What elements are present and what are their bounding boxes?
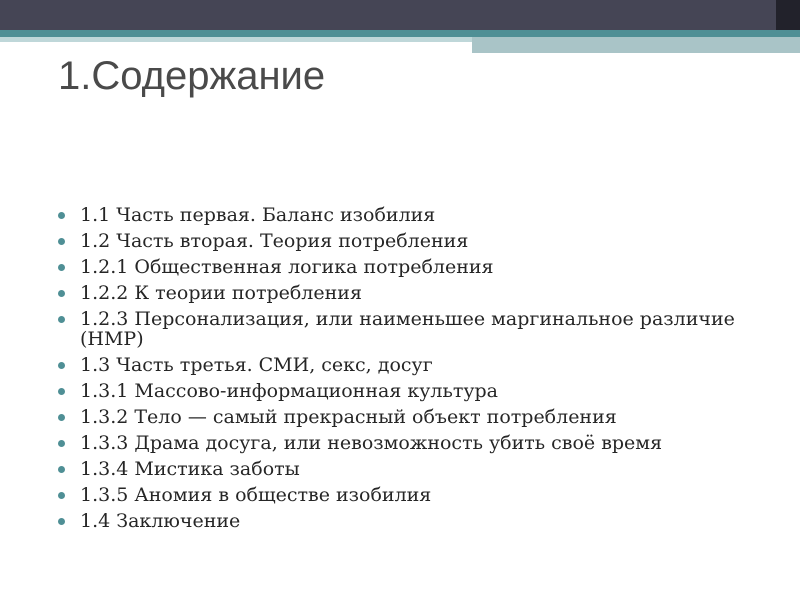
- bullet-icon: [58, 440, 65, 447]
- accent-stripe-light-left: [0, 37, 472, 42]
- list-item: [58, 407, 778, 427]
- bullet-icon: [58, 238, 65, 245]
- bullet-icon: [58, 492, 65, 499]
- bullet-icon: [58, 290, 65, 297]
- slide-title: 1.Содержание: [58, 54, 326, 98]
- bullet-icon: [58, 264, 65, 271]
- list-item-text: 1.3.4 Мистика заботы: [80, 458, 300, 480]
- bullet-icon: [58, 388, 65, 395]
- list-item-text: 1.3 Часть третья. СМИ, секс, досуг: [80, 354, 433, 376]
- list-item-text: 1.2.1 Общественная логика потребления: [80, 256, 494, 278]
- list-item: [58, 283, 778, 303]
- list-item-text: 1.2.2 К теории потребления: [80, 282, 362, 304]
- contents-list: [58, 205, 778, 537]
- list-item-text: 1.3.3 Драма досуга, или невозможность убить своё время: [80, 432, 663, 454]
- list-item-text: 1.3.2 Тело — самый прекрасный объект потребления: [80, 406, 617, 428]
- accent-stripe: [0, 30, 800, 37]
- list-item: [58, 459, 778, 479]
- header-band: [0, 0, 800, 30]
- header-band-corner: [776, 0, 800, 30]
- list-item: [58, 309, 778, 349]
- bullet-icon: [58, 466, 65, 473]
- list-item-text: 1.3.5 Аномия в обществе изобилия: [80, 484, 432, 506]
- list-item: [58, 257, 778, 277]
- bullet-icon: [58, 414, 65, 421]
- list-item: [58, 205, 778, 225]
- bullet-icon: [58, 212, 65, 219]
- list-item: [58, 511, 778, 531]
- list-item: [58, 485, 778, 505]
- bullet-icon: [58, 362, 65, 369]
- list-item-text: 1.4 Заключение: [80, 510, 241, 532]
- bullet-icon: [58, 518, 65, 525]
- list-item-text: 1.2 Часть вторая. Теория потребления: [80, 230, 469, 252]
- list-item: [58, 381, 778, 401]
- list-item: [58, 231, 778, 251]
- accent-stripe-light-right: [472, 37, 800, 53]
- list-item: [58, 433, 778, 453]
- bullet-icon: [58, 316, 65, 323]
- list-item-text: 1.3.1 Массово-информационная культура: [80, 380, 498, 402]
- list-item-text: 1.2.3 Персонализация, или наименьшее маргинальное различие (НМР): [80, 308, 735, 350]
- list-item-text: 1.1 Часть первая. Баланс изобилия: [80, 204, 436, 226]
- list-item: [58, 355, 778, 375]
